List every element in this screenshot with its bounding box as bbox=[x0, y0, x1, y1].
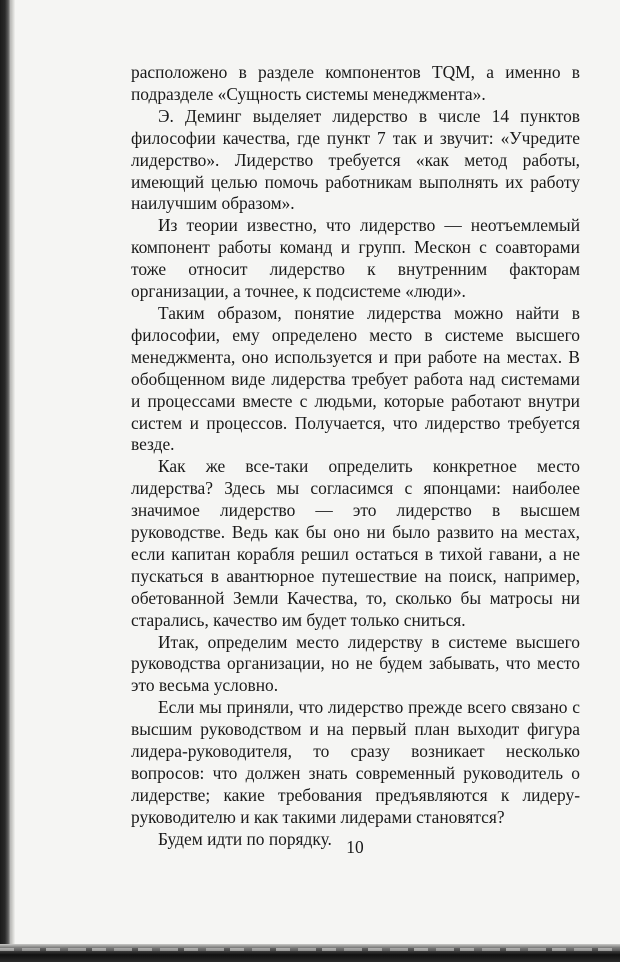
paragraph-4: Таким образом, понятие лидерства можно найти в философии, ему определено место в системе высшего менеджмента, оно используется и при работе на местах. В обобщенном виде лидерства требует работа над системами и процессами вместе с людьми, которые работают внутри систем и процессов. Получается, что лидерство требуется везде. bbox=[131, 302, 580, 455]
paragraph-3: Из теории известно, что лидерство — неотъемлемый компонент работы команд и групп. Мескон с соавторами тоже относит лидерство к внутренним факторам организации, а точнее, к подсистеме «люди». bbox=[131, 215, 580, 302]
paragraph-6: Итак, определим место лидерству в системе высшего руководства организации, но не будем забывать, что место это весьма условно. bbox=[131, 631, 580, 696]
page-number: 10 bbox=[346, 837, 364, 857]
paragraph-8: Будем идти по порядку. bbox=[158, 828, 332, 849]
binding-highlight bbox=[11, 0, 15, 962]
book-binding-shadow bbox=[0, 0, 11, 962]
body-text bbox=[131, 62, 580, 851]
page-bottom-edge bbox=[0, 944, 620, 962]
paragraph-7: Если мы приняли, что лидерство прежде всего связано с высшим руководством и на первый план выходит фигура лидера-руководителя, то сразу возникает несколько вопросов: что должен знать современный руководитель о лидерстве; какие требования предъявляются к лидеру-руководителю и как такими лидерами становятся? bbox=[131, 697, 580, 827]
page-bottom-edge-texture bbox=[0, 948, 620, 951]
paragraph-2: Э. Деминг выделяет лидерство в числе 14 пунктов философии качества, где пункт 7 так и звучит: «Учредите лидерство». Лидерство требуется «как метод работы, имеющий целью помочь работникам выполнять их работу наилучшим образом». bbox=[131, 105, 580, 214]
paragraph-1: расположено в разделе компонентов TQM, а именно в подразделе «Сущность системы менеджмента». bbox=[131, 62, 580, 104]
paragraph-5: Как же все-таки определить конкретное место лидерства? Здесь мы согласимся с японцами: наиболее значимое лидерство — это лидерство в высшем руководстве. Ведь как бы оно ни было развито на местах, если капитан корабля решил остаться в тихой гавани, а не пускаться в авантюрное путешествие на поиск, например, обетованной Земли Качества, то, сколько бы матросы ни старались, качество им будет только сниться. bbox=[131, 456, 580, 630]
